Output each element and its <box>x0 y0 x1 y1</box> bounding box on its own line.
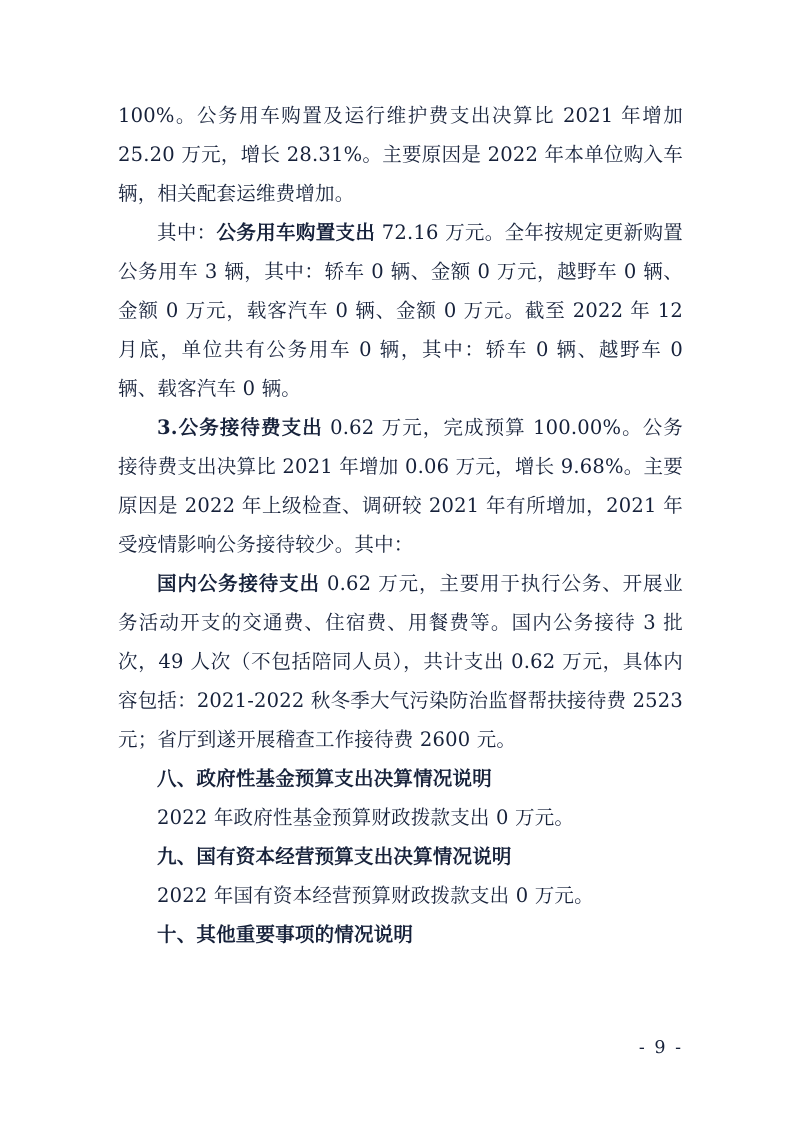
emphasis-text: 公务用车购置支出 <box>216 221 376 244</box>
text-run: 2022 年国有资本经营预算财政拨款支出 0 万元。 <box>157 884 594 907</box>
section-heading <box>118 837 683 876</box>
body-paragraph <box>118 213 683 408</box>
text-run: 0.62 万元，主要用于执行公务、开展业务活动开支的交通费、住宿费、用餐费等。国内公务接待 3 批次，49 人次（不包括陪同人员），共计支出 0.62 万元，具体内容包括：2021-2022 秋冬季大气污染防治监督帮扶接待费 2523 元；省厅到遂开展稽查工作接待费 2600 元。 <box>118 572 684 751</box>
section-heading <box>118 915 683 954</box>
body-paragraph <box>118 96 683 213</box>
emphasis-text: 3.公务接待费支出 <box>157 416 323 439</box>
text-run: 其中： <box>157 221 217 244</box>
text-run: 72.16 万元。全年按规定更新购置公务用车 3 辆，其中：轿车 0 辆、金额 0 万元，越野车 0 辆、金额 0 万元，载客汽车 0 辆、金额 0 万元。截至 2022 年 12 月底，单位共有公务用车 0 辆，其中：轿车 0 辆、越野车 0 辆、载客汽车 0 辆。 <box>118 221 683 400</box>
emphasis-text: 八、政府性基金预算支出决算情况说明 <box>157 767 492 790</box>
text-run: 0.62 万元，完成预算 100.00%。公务接待费支出决算比 2021 年增加 0.06 万元，增长 9.68%。主要原因是 2022 年上级检查、调研较 2021 年有所增加，2021 年受疫情影响公务接待较少。其中： <box>118 416 683 556</box>
text-run: 100%。公务用车购置及运行维护费支出决算比 2021 年增加 25.20 万元，增长 28.31%。主要原因是 2022 年本单位购入车辆，相关配套运维费增加。 <box>118 104 683 205</box>
emphasis-text: 国内公务接待支出 <box>157 572 320 595</box>
body-paragraph <box>118 408 683 564</box>
page-number: - 9 - <box>638 1038 683 1058</box>
emphasis-text: 十、其他重要事项的情况说明 <box>157 923 414 946</box>
body-paragraph <box>118 798 683 837</box>
emphasis-text: 九、国有资本经营预算支出决算情况说明 <box>157 845 512 868</box>
text-run: 2022 年政府性基金预算财政拨款支出 0 万元。 <box>157 806 575 829</box>
body-paragraph <box>118 876 683 915</box>
document-body <box>118 96 683 954</box>
section-heading <box>118 759 683 798</box>
body-paragraph <box>118 564 683 759</box>
